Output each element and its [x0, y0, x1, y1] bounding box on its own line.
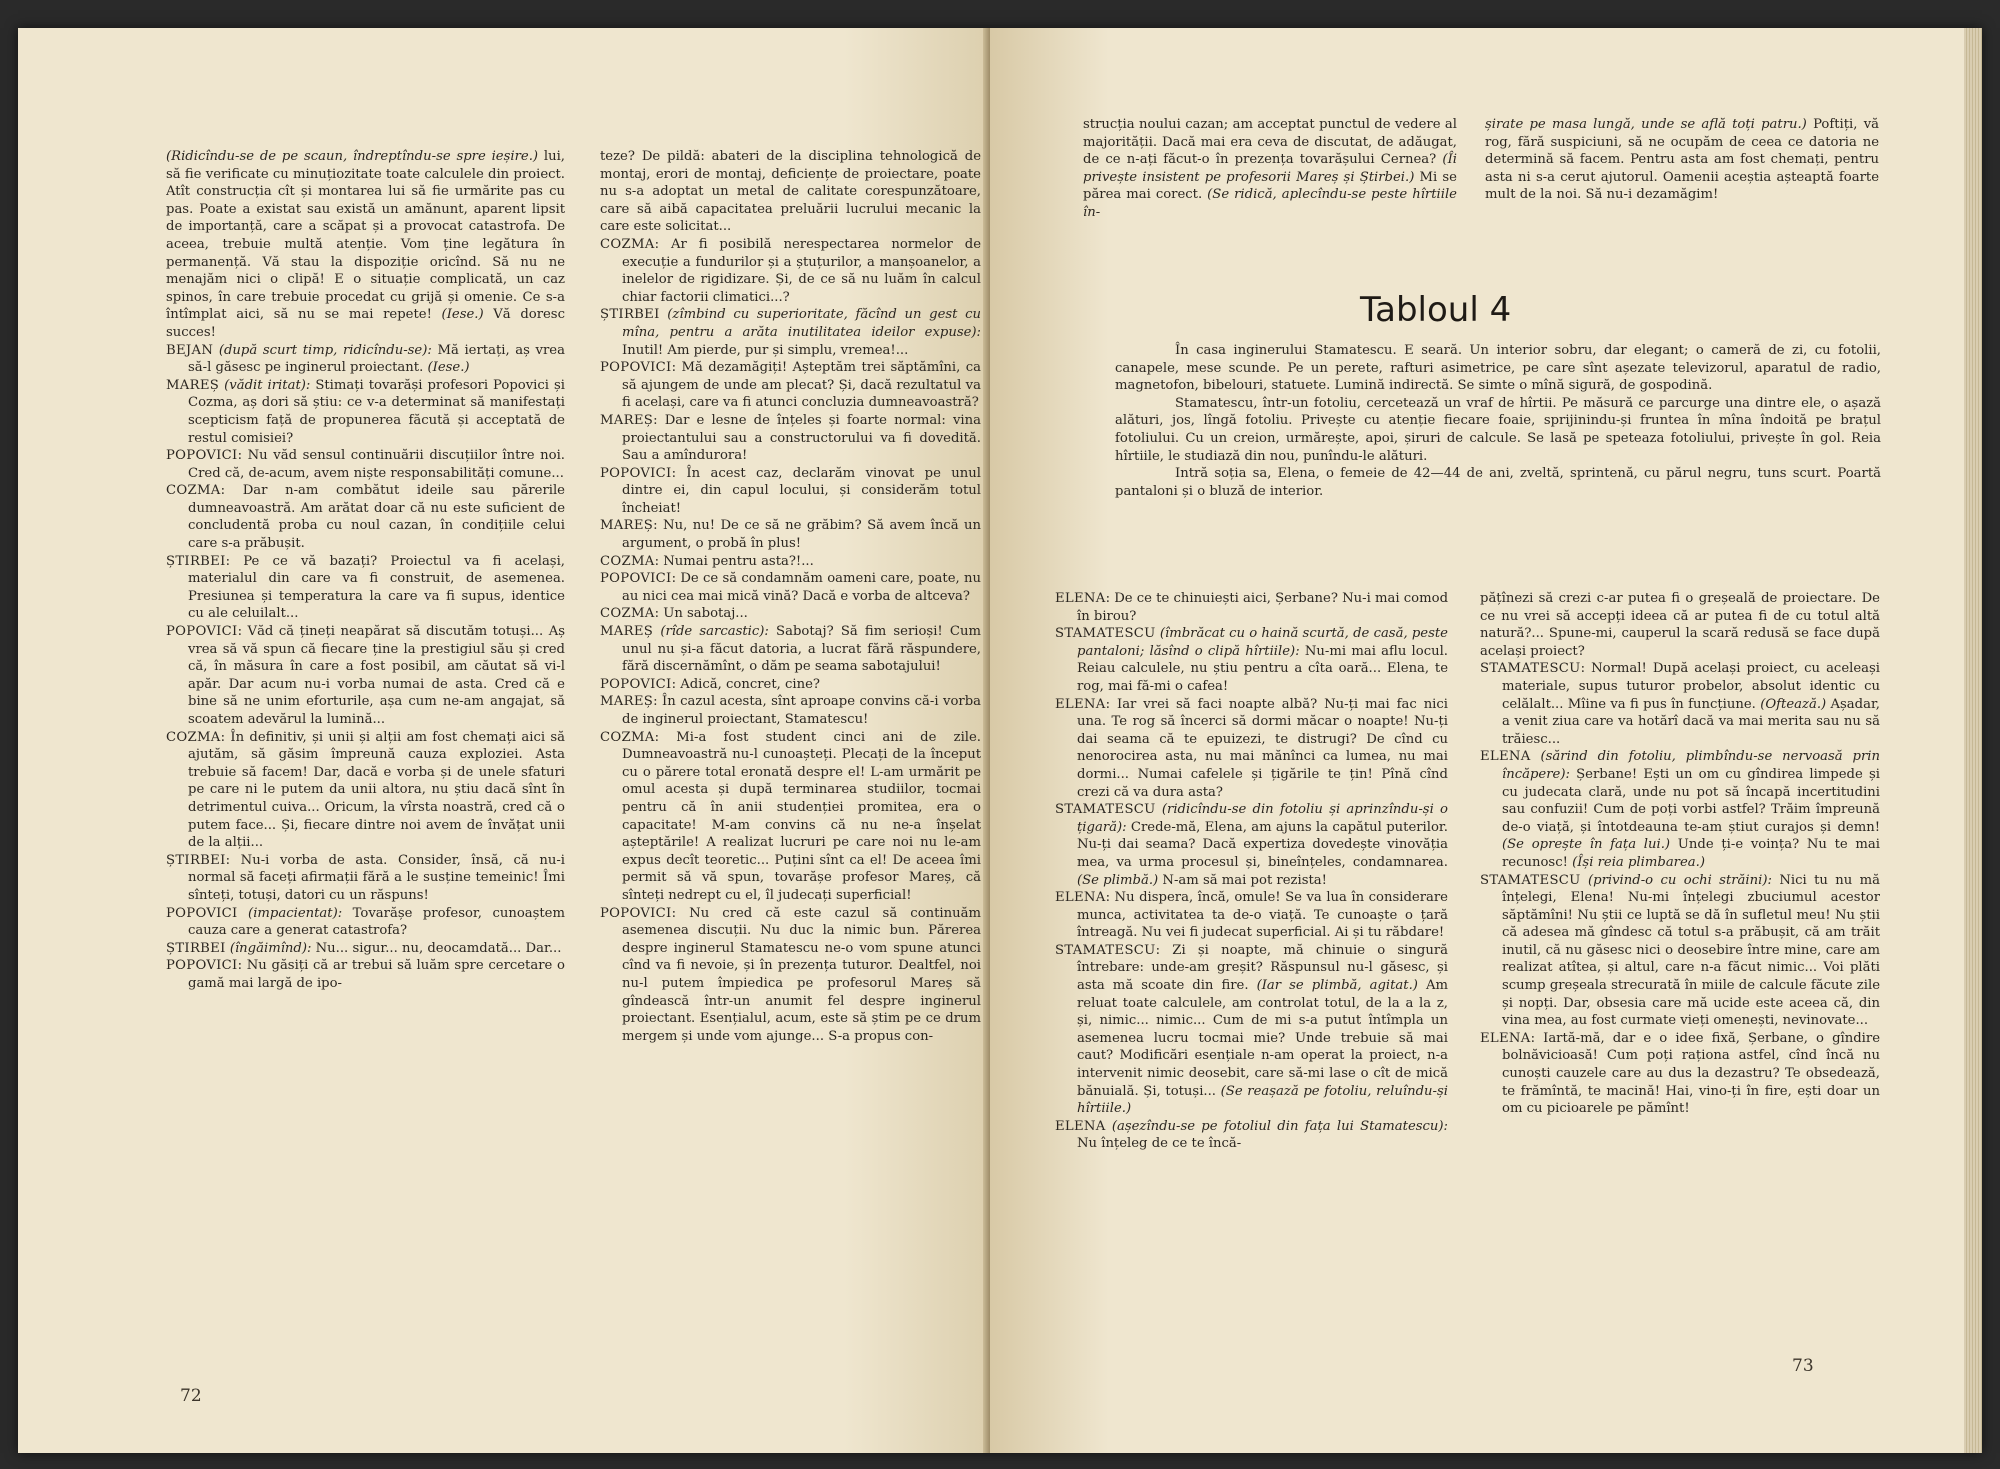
dialogue-text: Nu, nu! De ce să ne grăbim? Să avem încă un argument, o probă în plus! [622, 518, 981, 552]
speaker-name: ELENA [1480, 749, 1531, 765]
dialogue-text: Numai pentru asta?!... [663, 553, 814, 569]
dialogue-line: ȘTIRBEI: Nu-i vorba de asta. Consider, însă, că nu-i normal să faceți afirmații fără a le susține temeinic! Îmi sînteți, totuși, datori cu un răspuns! [166, 852, 565, 903]
dialogue-line: POPOVICI: Văd că țineți neapărat să discutăm totuși... Aș vrea să vă spun că fiecare ține la prestigiul său și cred că, în măsura în care a fost posibil, am căutat să vi-l apăr. Dar acum nu-i vorba numai de asta. Cred că e bine să ne unim eforturile, așa cum ne-am angajat, să scoatem adevărul la lumină... [166, 624, 565, 727]
dialogue-text: Iartă-mă, dar e o idee fixă, Șerbane, o gîndire bolnăvicioasă! Cum poți raționa astfel, cînd încă nu cunoști cauzele care au dus la dezastru? Te obsedează, te frămîntă, te macină! Hai, vino-ți în fire, ești doar un om cu picioarele pe pămînt! [1502, 1030, 1880, 1117]
dialogue-line: STAMATESCU: Zi și noapte, mă chinuie o singură întrebare: unde-am greșit? Răspunsul nu-l găsesc, și asta mă scoate din fire. (Iar se plimbă, agitat.) Am reluat toate calculele, am controlat totul, de la a la z, și, nimic... nimic... Cum de mi s-a putut întîmpla un asemenea lucru tocmai mie? Unde trebuie să mai caut? Modificări esențiale n-am operat la proiect, n-a intervenit nimic deosebit, care să-mi lase o cît de mică bănuială. Și, totuși... (Se reașază pe fotoliu, reluîndu-și hîrtiile.) [1055, 942, 1448, 1117]
speaker-name: ȘTIRBEI [600, 307, 660, 323]
stage-direction: (privind-o cu ochi străini): [1588, 872, 1772, 888]
speaker-name: COZMA [600, 553, 655, 569]
dialogue-line [166, 905, 565, 940]
speaker-name: ELENA [1055, 696, 1106, 712]
dialogue-line [1055, 625, 1448, 695]
speaker-name: MAREȘ [600, 518, 654, 534]
stage-direction: (Iese.) [427, 360, 470, 376]
dialogue-text: Mă iertați, aș vrea să-l găsesc pe inginerul proiectant. [188, 342, 565, 376]
speaker-name: POPOVICI [166, 448, 238, 464]
dialogue-line: POPOVICI: De ce să condamnăm oameni care, poate, nu au nici cea mai mică vină? Dacă e vorba de altceva? [600, 571, 981, 604]
speaker-name: STAMATESCU [1055, 626, 1156, 642]
dialogue-line: MAREȘ: Dar e lesne de înțeles și foarte normal: vina proiectantului sau a constructorului va fi dovedită. Sau a amîndurora! [600, 412, 981, 464]
dialogue-line: POPOVICI: Mă dezamăgiți! Așteptăm trei săptămîni, ca să ajungem de unde am plecat? Și, dacă rezultatul va fi același, care va fi atunci concluzia dumneavoastră? [600, 360, 981, 411]
dialogue-line: POPOVICI: Nu văd sensul continuării discuțiilor între noi. Cred că, de-acum, avem niște responsabilități comune... [166, 448, 565, 481]
speaker-name: ȘTIRBEI [166, 940, 226, 956]
page-edges [1964, 28, 1982, 1453]
stage-direction: (Iar se plimbă, agitat.) [1256, 978, 1418, 994]
speaker-name: STAMATESCU [1480, 661, 1581, 677]
page-number-left: 72 [180, 1386, 202, 1406]
dialogue-line: ELENA: Nu dispera, încă, omule! Se va lua în considerare munca, activitatea ta de-o viață. Te cunoaște o țară întreagă. Nu vei fi judecat superficial. Ai și tu răbdare! [1055, 890, 1448, 941]
dialogue-text: Dar e lesne de înțeles și foarte normal: vina proiectantului sau a constructorului va fi dovedită. Sau a amîndurora! [622, 412, 981, 464]
dialogue-text: lui, să fie verificate cu minuțiozitate toate calculele din proiect. Atît construcția cît și montarea lui să fie urmărite pas cu pas. Poate a existat sau există un amănunt, aparent lipsit de importanță, care a scăpat și a provocat catastrofa. De aceea, trebuie multă atenție. Vom ține legătura în permanență. Vă stau la dispoziție oricînd. Să nu ne menajăm nici o clipă! E o situație complicată, un caz spinos, în care trebuie procedat cu grijă și omenie. Ce s-a întîmplat aici, să nu se mai repete! [166, 149, 565, 323]
dialogue-text: Pe ce vă bazați? Proiectul va fi același, materialul din care va fi construit, de asemenea. Presiunea și temperatura la care va fi supus, identice cu ale celuilalt... [188, 553, 565, 622]
speaker-name: COZMA [600, 606, 655, 622]
dialogue-text: Mi-a fost student cinci ani de zile. Dumneavoastră nu-l cunoașteți. Plecați de la început cu o părere total eronată despre el! L-am urmărit pe omul acesta și după terminarea studiilor, tocmai pentru că în anii studenției promitea, era o capacitate! M-am convins că nu ne-a înșelat așteptările! A realizat lucruri pe care noi nu le-am expus decît teoretic... Puțini sînt ca el! De aceea îmi permit să vă spun, tovarășe profesor Mareș, că sînteți nedrept cu el, îl judecați superficial! [622, 729, 981, 903]
speaker-name: MAREȘ [600, 412, 654, 428]
dialogue-text: pățînezi să crezi c-ar putea fi o greșeală de proiectare. De ce nu vrei să accepți ideea că ar putea fi de cu totul altă natură?... Spune-mi, cauperul la scară redusă se face după același proiect? [1480, 591, 1880, 659]
dialogue-line [1480, 748, 1880, 871]
stage-direction: (Se oprește în fața lui.) [1502, 837, 1671, 853]
dialogue-line [1480, 872, 1880, 1030]
right-page [990, 28, 1982, 1453]
right-column-1 [1055, 590, 1448, 1370]
dialogue-text: Iar vrei să faci noapte albă? Nu-ți mai fac nici una. Te rog să încerci să dormi măcar o noapte! Nu-ți dai seama că te epuizezi, te distrugi? De cînd cu nenorocirea asta, nu mai mănînci ca lumea, nu mai dormi... Numai cafelele și țigările te țin! Pînă cînd crezi că va dura asta? [1077, 696, 1448, 800]
dialogue-text: Un sabotaj... [663, 606, 748, 622]
dialogue-text: Poftiți, vă rog, fără suspiciuni, să ne ocupăm de ceea ce datoria ne determină să facem. Pentru asta am fost chemați, pentru asta ni s-a cerut ajutorul. Oamenii aceștia așteaptă foarte mult de la noi. Să nu-i dezamăgim! [1485, 117, 1879, 203]
dialogue-text: Am reluat toate calculele, am controlat totul, de la a la z, și, nimic... nimic... Cum de mi s-a putut întîmpla un asemenea lucru tocmai mie? Unde trebuie să mai caut? Modificări esențiale n-am operat la proiect, n-a intervenit nimic deosebit, care să-mi lase o cît de mică bănuială. Și, totuși... [1077, 978, 1448, 1099]
speaker-name: STAMATESCU [1055, 802, 1156, 818]
dialogue-line [166, 377, 565, 447]
stage-direction: (Se reașază pe fotoliu, reluîndu-și hîrtiile.) [1077, 1083, 1448, 1117]
dialogue-text: Văd că țineți neapărat să discutăm totuși... Aș vrea să vă spun că fiecare ține la prestigiul său și cred că, în măsura în care a fost posibil, am căutat să vi-l apăr. Dar acum nu-i vorba numai de asta. Cred că e bine să ne unim eforturile, așa cum ne-am angajat, să scoatem adevărul la lumină... [188, 624, 565, 727]
dialogue-text: Nu-mi mai aflu locul. Reiau calculele, nu știu pentru a cîta oară... Elena, te rog, mai fă-mi o cafea! [1077, 643, 1448, 694]
speaker-name: POPOVICI [600, 360, 672, 376]
dialogue-text: Sabotaj? Să fim serioși! Cum unul nu și-a făcut datoria, a lucrat fără răspundere, fără discernămînt, o dăm pe seama sabotajului! [622, 624, 981, 675]
dialogue-line: POPOVICI: Nu cred că este cazul să continuăm asemenea discuții. Nu duc la nimic bun. Părerea despre inginerul Stamatescu ne-o vom spune atunci cînd va fi nevoie, și în prezența tuturor. Dealtfel, noi nu-l putem împiedica pe profesorul Mareș să gîndească într-un anumit fel despre inginerul proiectant. Esențialul, acum, este să știm pe ce drum mergem și unde vom ajunge... S-a propus con- [600, 905, 981, 1044]
dialogue-line [600, 306, 981, 359]
dialogue-line: COZMA: Ar fi posibilă nerespectarea normelor de execuție a fundurilor și a ștuțurilor, a manșoanelor, a inelelor de rigidizare. Și, de ce să nu luăm în calcul chiar factorii climatici...? [600, 236, 981, 305]
dialogue-text: De ce să condamnăm oameni care, poate, nu au nici cea mai mică vină? Dacă e vorba de altceva? [622, 571, 981, 604]
dialogue-line [1055, 1118, 1448, 1153]
stage-direction: (așezîndu-se pe fotoliul din fața lui Stamatescu): [1111, 1118, 1448, 1134]
dialogue-line: MAREȘ: În cazul acesta, sînt aproape convins că-i vorba de inginerul proiectant, Stamatescu! [600, 694, 981, 727]
setting-paragraph: Stamatescu, într-un fotoliu, cercetează un vraf de hîrtii. Pe măsură ce parcurge una dintre ele, o așază alături, jos, lîngă fotoliu. Privește cu atenție fiecare foaie, sprijinindu-și fruntea în mîna îndoită pe brațul fotoliului. Cu un creion, urmărește, apoi, șiruri de calcule. Se lasă pe speteaza fotoliului, privește în gol. Reia hîrtiile, le studiază din nou, punîndu-le alături. [1115, 395, 1881, 464]
dialogue-text: Așadar, a venit ziua care va hotărî dacă va mai merita sau nu să trăiesc... [1502, 696, 1880, 747]
stage-direction: (Își reia plimbarea.) [1572, 854, 1705, 870]
dialogue-text: Nu găsiți că ar trebui să luăm spre cercetare o gamă mai largă de ipo- [188, 958, 565, 991]
speaker-name: POPOVICI [600, 571, 672, 587]
left-column-2 [600, 148, 981, 1288]
setting-paragraph: Intră soția sa, Elena, o femeie de 42—44 de ani, zveltă, sprintenă, cu părul negru, tuns scurt. Poartă pantaloni și o bluză de interior. [1115, 466, 1881, 499]
dialogue-text: Nu cred că este cazul să continuăm asemenea discuții. Nu duc la nimic bun. Părerea despre inginerul Stamatescu ne-o vom spune atunci cînd va fi nevoie, și în prezența tuturor. Dealtfel, noi nu-l putem împiedica pe profesorul Mareș să gîndească într-un anumit fel despre inginerul proiectant. Esențialul, acum, este să știm pe ce drum mergem și unde vom ajunge... S-a propus con- [622, 905, 981, 1044]
speaker-name: POPOVICI [166, 905, 238, 921]
right-top-column-1 [1083, 116, 1457, 286]
speaker-name: MAREȘ [166, 377, 220, 393]
dialogue-text: În definitiv, și unii și alții am fost chemați aici să ajutăm, să găsim împreună cauza exploziei. Asta trebuie să facem! Dar, dacă e vorba și de unele sfaturi pe care ni le putem da unii altora, nu știu dacă sînt în detrimentul cuiva... Oricum, la vîrsta noastră, cred că o putem face... Și, fiecare dintre noi avem de învățat unii de la alții... [188, 729, 565, 851]
dialogue-text: Nu-i vorba de asta. Consider, însă, că nu-i normal să faceți afirmații fără a le susține temeinic! Îmi sînteți, totuși, datori cu un răspuns! [188, 852, 565, 903]
stage-direction: (Ridicîndu-se de pe scaun, îndreptîndu-se spre ieșire.) [166, 149, 539, 164]
dialogue-text: Ar fi posibilă nerespectarea normelor de execuție a fundurilor și a ștuțurilor, a manșoanelor, a inelelor de rigidizare. Și, de ce să nu luăm în calcul chiar factorii climatici...? [622, 236, 981, 305]
dialogue-text: Nu înțeleg de ce te încă- [1077, 1136, 1242, 1152]
dialogue-line: COZMA: Un sabotaj... [600, 606, 748, 622]
page-number-right: 73 [1792, 1356, 1814, 1376]
dialogue-text: strucția noului cazan; am acceptat punctul de vedere al majorității. Dacă mai era ceva de discutat, de adăugat, de ce n-ați făcut-o în prezența tovarășului Cernea? [1083, 117, 1457, 168]
speaker-name: COZMA [166, 483, 221, 499]
dialogue-line: POPOVICI: Nu găsiți că ar trebui să luăm spre cercetare o gamă mai largă de ipo- [166, 958, 565, 991]
tableau-title: Tabloul 4 [1360, 290, 1512, 330]
dialogue-text: Unde ți-e voința? Nu te mai recunosc! [1502, 837, 1880, 870]
dialogue-line: POPOVICI: Adică, concret, cine? [600, 676, 821, 692]
book-spread [18, 28, 1982, 1453]
dialogue-line [166, 148, 565, 342]
dialogue-line: ȘTIRBEI: Pe ce vă bazați? Proiectul va fi același, materialul din care va fi construit, de asemenea. Presiunea și temperatura la care va fi supus, identice cu ale celuilalt... [166, 553, 565, 622]
stage-direction: (rîde sarcastic): [660, 624, 769, 640]
dialogue-text: Zi și noapte, mă chinuie o singură întrebare: unde-am greșit? Răspunsul nu-l găsesc, și asta mă scoate din fire. [1077, 942, 1448, 994]
stage-direction: (Se plimbă.) [1077, 872, 1159, 888]
speaker-name: STAMATESCU [1055, 942, 1156, 958]
speaker-name: ȘTIRBEI [166, 852, 226, 868]
dialogue-line: STAMATESCU: Normal! După același proiect, cu aceleași materiale, supus tuturor probelor, absolut identic cu celălalt... Mîine va fi pus în funcțiune. (Oftează.) Așadar, a venit ziua care va hotărî dacă va mai merita sau nu să trăiesc... [1480, 661, 1880, 747]
dialogue-text: Inutil! Am pierde, pur și simplu, vremea!... [622, 342, 909, 358]
stage-direction: (impacientat): [248, 905, 343, 921]
right-column-2 [1480, 590, 1880, 1370]
dialogue-text: Tovarășe profesor, cunoaștem cauza care a generat catastrofa? [188, 905, 565, 939]
dialogue-text: Mi se părea mai corect. [1083, 169, 1457, 203]
dialogue-text: Mă dezamăgiți! Așteptăm trei săptămîni, ca să ajungem de unde am plecat? Și, dacă rezultatul va fi același, care va fi atunci concluzia dumneavoastră? [622, 360, 981, 411]
speaker-name: ȘTIRBEI [166, 553, 226, 569]
dialogue-text: Crede-mă, Elena, am ajuns la capătul puterilor. Nu-ți dai seama? Dacă expertiza dovedește vinovăția mea, va urma procesul și, bineînțeles, condamnarea. [1077, 819, 1448, 870]
dialogue-text: În acest caz, declarăm vinovat pe unul dintre ei, din capul locului, și considerăm totul încheiat! [622, 465, 981, 516]
stage-direction: (zîmbind cu superioritate, făcînd un gest cu mîna, pentru a arăta inutilitatea ideilor expuse): [622, 307, 981, 340]
speaker-name: ELENA [1055, 890, 1106, 906]
speaker-name: MAREȘ [600, 624, 654, 640]
stage-direction: (sărind din fotoliu, plimbîndu-se nervoasă prin încăpere): [1502, 749, 1880, 782]
left-column-1 [166, 148, 565, 1288]
dialogue-line: ELENA: De ce te chinuiești aici, Șerbane? Nu-i mai comod în birou? [1055, 591, 1448, 624]
speaker-name: POPOVICI [600, 676, 672, 692]
dialogue-line [600, 623, 981, 676]
speaker-name: COZMA [600, 236, 655, 252]
stage-direction: (Iese.) [441, 307, 484, 323]
dialogue-text: În cazul acesta, sînt aproape convins că-i vorba de inginerul proiectant, Stamatescu! [622, 694, 981, 727]
speaker-name: POPOVICI [166, 624, 238, 640]
dialogue-line: POPOVICI: În acest caz, declarăm vinovat pe unul dintre ei, din capul locului, și considerăm totul încheiat! [600, 465, 981, 516]
stage-direction: (Îi privește insistent pe profesorii Mareș și Știrbei.) [1083, 152, 1457, 185]
dialogue-text: Nici tu nu mă înțelegi, Elena! Nu-mi înțelegi zbuciumul acestor săptămîni! Nu știi ce luptă se dă în sufletul meu! Nu știi că adesea mă gîndesc că totul s-a prăbușit, că am trăit inutil, că nu găsesc nici o deosebire între mine, care am realizat atîtea, și altul, care n-a făcut nimic... Voi plăti scump greșeala strecurată în miile de calcule făcute zile și nopți. Dar, obsesia care mă ucide este aceea că, din vina mea, au fost curmate vieți omenești, nevinovate... [1502, 872, 1880, 1029]
stage-direction: (ridicîndu-se din fotoliu și aprinzîndu-și o țigară): [1077, 802, 1448, 835]
dialogue-line [166, 342, 565, 377]
dialogue-text: Vă doresc succes! [166, 307, 565, 340]
dialogue-text: De ce te chinuiești aici, Șerbane? Nu-i mai comod în birou? [1077, 591, 1448, 624]
dialogue-line [1083, 116, 1457, 222]
speaker-name: BEJAN [166, 342, 214, 358]
dialogue-line [1485, 116, 1879, 204]
speaker-name: POPOVICI [600, 905, 672, 921]
dialogue-text: Nu văd sensul continuării discuțiilor între noi. Cred că, de-acum, avem niște responsabilități comune... [188, 448, 565, 481]
stage-direction: (vădit iritat): [224, 377, 311, 393]
dialogue-text: Șerbane! Ești un om cu gîndirea limpede și cu judecata clară, unde nu pot să încapă incertitudini sau confuzii! Cum de poți vorbi astfel? Trăim împreună de-o viață, și întotdeauna te-am știut curajos și demn! [1502, 766, 1880, 835]
dialogue-text: Stimați tovarăși profesori Popovici și Cozma, aș dori să știu: ce v-a determinat să manifestați scepticism față de propunerea făcută și acceptată de restul comisiei? [188, 377, 565, 446]
dialogue-line: MAREȘ: Nu, nu! De ce să ne grăbim? Să avem încă un argument, o probă în plus! [600, 518, 981, 552]
setting-paragraph: În casa inginerului Stamatescu. E seară. Un interior sobru, dar elegant; o cameră de zi, cu fotolii, canapele, mese scunde. Pe un perete, rafturi asimetrice, pe care sînt așezate televizorul, aparatul de radio, magnetofon, bibelouri, statuete. Lumină indirectă. Se simte o mînă sigură, de gospodină. [1115, 343, 1881, 394]
dialogue-line: COZMA: Mi-a fost student cinci ani de zile. Dumneavoastră nu-l cunoașteți. Plecați de la început cu o părere total eronată despre el! L-am urmărit pe omul acesta și după terminarea studiilor, tocmai pentru că în anii studenției promitea, era o capacitate! M-am convins că nu ne-a înșelat așteptările! A realizat lucruri pe care noi nu le-am expus decît teoretic... Puțini sînt ca el! De aceea îmi permit să vă spun, tovarășe profesor Mareș, că sînteți nedrept cu el, îl judecați superficial! [600, 729, 981, 903]
dialogue-text: N-am să mai pot rezista! [1162, 872, 1327, 888]
dialogue-text: Nu dispera, încă, omule! Se va lua în considerare munca, activitatea ta de-o viață. Te cunoaște o țară întreagă. Nu vei fi judecat superficial. Ai și tu răbdare! [1077, 890, 1448, 941]
dialogue-line: ELENA: Iar vrei să faci noapte albă? Nu-ți mai fac nici una. Te rog să încerci să dormi măcar o noapte! Nu-ți dai seama că te epuizezi, te distrugi? De cînd cu nenorocirea asta, nu mai mănînci ca lumea, nu mai dormi... Numai cafelele și țigările te țin! Pînă cînd crezi că va dura asta? [1055, 696, 1448, 800]
dialogue-line [600, 148, 981, 236]
dialogue-text: Normal! După același proiect, cu aceleași materiale, supus tuturor probelor, absolut identic cu celălalt... Mîine va fi pus în funcțiune. [1502, 661, 1880, 712]
speaker-name: MAREȘ [600, 694, 654, 710]
dialogue-text: Dar n-am combătut ideile sau părerile dumneavoastră. Am arătat doar că nu este suficient de concludentă proba cu noul cazan, în condițiile celui care s-a prăbușit. [188, 483, 565, 552]
speaker-name: ELENA [1055, 1118, 1106, 1134]
dialogue-line: COZMA: Numai pentru asta?!... [600, 553, 814, 569]
stage-direction: (Oftează.) [1760, 696, 1827, 712]
dialogue-text: Nu... sigur... nu, deocamdată... Dar... [315, 940, 562, 956]
dialogue-line: ELENA: Iartă-mă, dar e o idee fixă, Șerbane, o gîndire bolnăvicioasă! Cum poți raționa astfel, cînd încă nu cunoști cauzele care au dus la dezastru? Te obsedează, te frămîntă, te macină! Hai, vino-ți în fire, ești doar un om cu picioarele pe pămînt! [1480, 1030, 1880, 1117]
speaker-name: COZMA [600, 729, 655, 745]
speaker-name: POPOVICI [166, 958, 238, 974]
stage-setting [1115, 342, 1881, 500]
stage-direction: șirate pe masa lungă, unde se află toți patru.) [1485, 117, 1807, 132]
stage-direction: (îmbrăcat cu o haină scurtă, de casă, peste pantaloni; lăsînd o clipă hîrtiile): [1077, 626, 1448, 659]
dialogue-line [1055, 801, 1448, 889]
speaker-name: ELENA [1480, 1030, 1531, 1046]
dialogue-line: COZMA: În definitiv, și unii și alții am fost chemați aici să ajutăm, să găsim împreună cauza exploziei. Asta trebuie să facem! Dar, dacă e vorba și de unele sfaturi pe care ni le putem da unii altora, nu știu dacă sînt în detrimentul cuiva... Oricum, la vîrsta noastră, cred că o putem face... Și, fiecare dintre noi avem de învățat unii de la alții... [166, 729, 565, 851]
stage-direction: (Se ridică, aplecîndu-se peste hîrtiile în- [1083, 187, 1457, 220]
stage-direction: (după scurt timp, ridicîndu-se): [218, 342, 432, 358]
dialogue-text: Adică, concret, cine? [680, 676, 821, 692]
left-page [18, 28, 990, 1453]
dialogue-line: COZMA: Dar n-am combătut ideile sau părerile dumneavoastră. Am arătat doar că nu este suficient de concludentă proba cu noul cazan, în condițiile celui care s-a prăbușit. [166, 483, 565, 552]
stage-direction: (îngăimînd): [229, 940, 312, 956]
speaker-name: ELENA [1055, 591, 1106, 606]
speaker-name: POPOVICI [600, 465, 672, 481]
speaker-name: STAMATESCU [1480, 872, 1581, 888]
dialogue-line [1480, 590, 1880, 660]
right-top-column-2 [1485, 116, 1879, 286]
dialogue-line [166, 940, 565, 958]
dialogue-text: teze? De pildă: abateri de la disciplina tehnologică de montaj, erori de montaj, deficiențe de proiectare, poate nu s-a adoptat un metal de calitate corespunzătoare, care să aibă capacitatea preluării lucrului mecanic la care este solicitat... [600, 149, 981, 235]
speaker-name: COZMA [166, 729, 221, 745]
